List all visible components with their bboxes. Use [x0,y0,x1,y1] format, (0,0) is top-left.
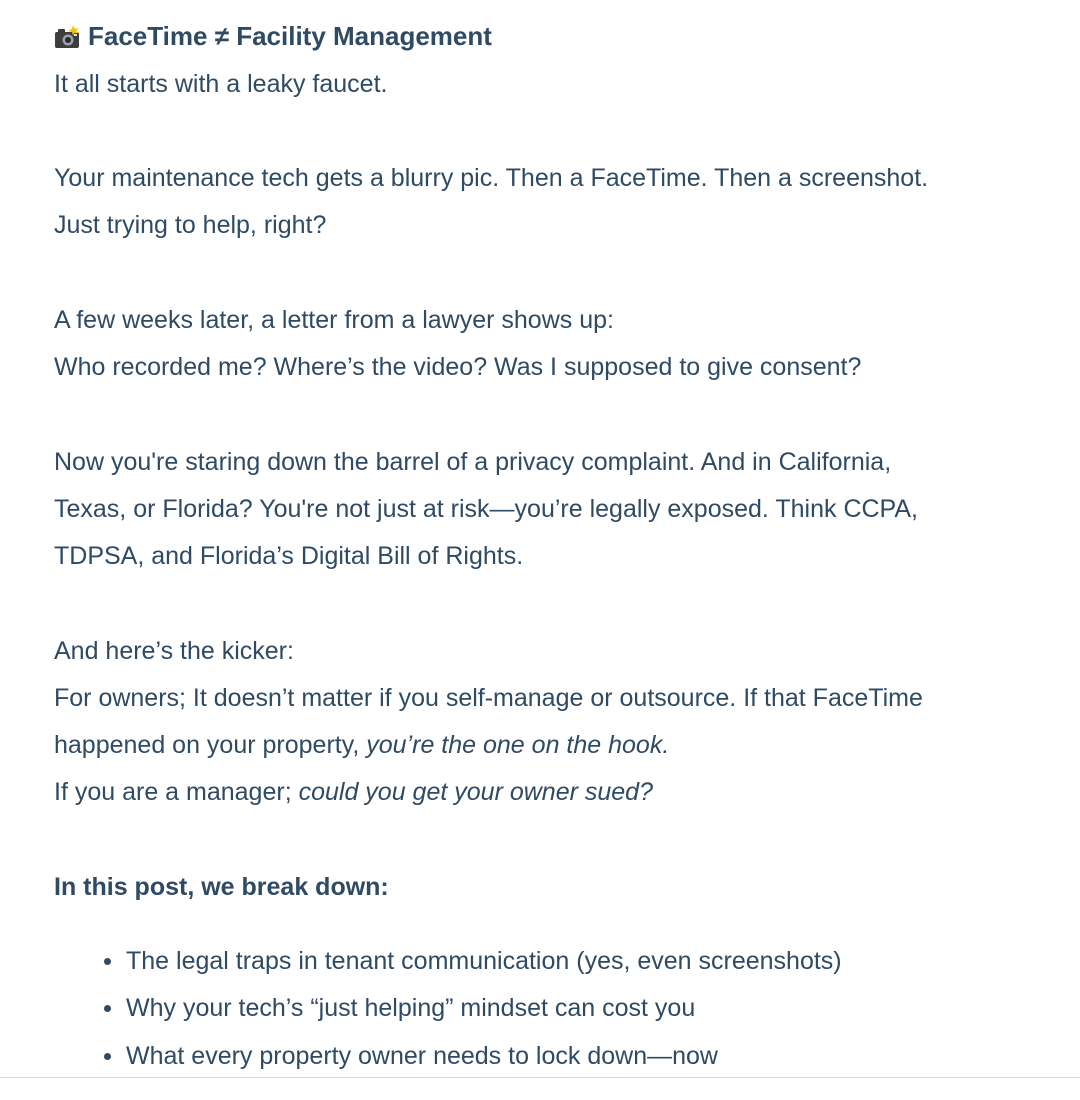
post-title [54,20,492,52]
kicker-line3-emphasis: you’re the one on the hook. [366,731,670,759]
paragraph-lawyer-line1: A few weeks later, a letter from a lawyer shows up: [54,306,614,334]
bottom-divider [0,1077,1080,1078]
paragraph-privacy-line1: Now you're staring down the barrel of a privacy complaint. And in California, [54,448,892,476]
paragraph-kicker-line1: And here’s the kicker: [54,637,294,665]
paragraph-kicker-line4 [54,776,653,808]
bullet-dot-icon [104,1005,111,1012]
post-title-text: FaceTime ≠ Facility Management [88,21,492,51]
paragraph-tech-line1: Your maintenance tech gets a blurry pic. Then a FaceTime. Then a screenshot. [54,164,929,192]
list-item-text: The legal traps in tenant communication (yes, even screenshots) [126,947,842,975]
paragraph-privacy-line2: Texas, or Florida? You're not just at risk—you’re legally exposed. Think CCPA, [54,495,918,523]
paragraph-tech-line2: Just trying to help, right? [54,211,327,239]
paragraph-kicker-line2: For owners; It doesn’t matter if you self-manage or outsource. If that FaceTime [54,684,923,712]
kicker-line3-text: happened on your property, [54,731,367,759]
paragraph-privacy-line3: TDPSA, and Florida’s Digital Bill of Rights. [54,542,524,570]
list-item [126,1040,718,1072]
list-item-text: Why your tech’s “just helping” mindset can cost you [126,994,696,1022]
bullet-dot-icon [104,1053,111,1060]
kicker-line4-emphasis: could you get your owner sued? [298,778,653,806]
paragraph-lawyer-quote: Who recorded me? Where’s the video? Was I supposed to give consent? [54,353,862,381]
bullet-dot-icon [104,958,111,965]
list-item [126,992,695,1024]
kicker-line4-text: If you are a manager; [54,778,299,806]
paragraph-kicker-line3 [54,729,669,761]
list-item [126,945,842,977]
camera-flash-icon [54,24,80,48]
paragraph-intro: It all starts with a leaky faucet. [54,70,388,98]
breakdown-heading: In this post, we break down: [54,873,389,901]
list-item-text: What every property owner needs to lock down—now [126,1042,718,1070]
